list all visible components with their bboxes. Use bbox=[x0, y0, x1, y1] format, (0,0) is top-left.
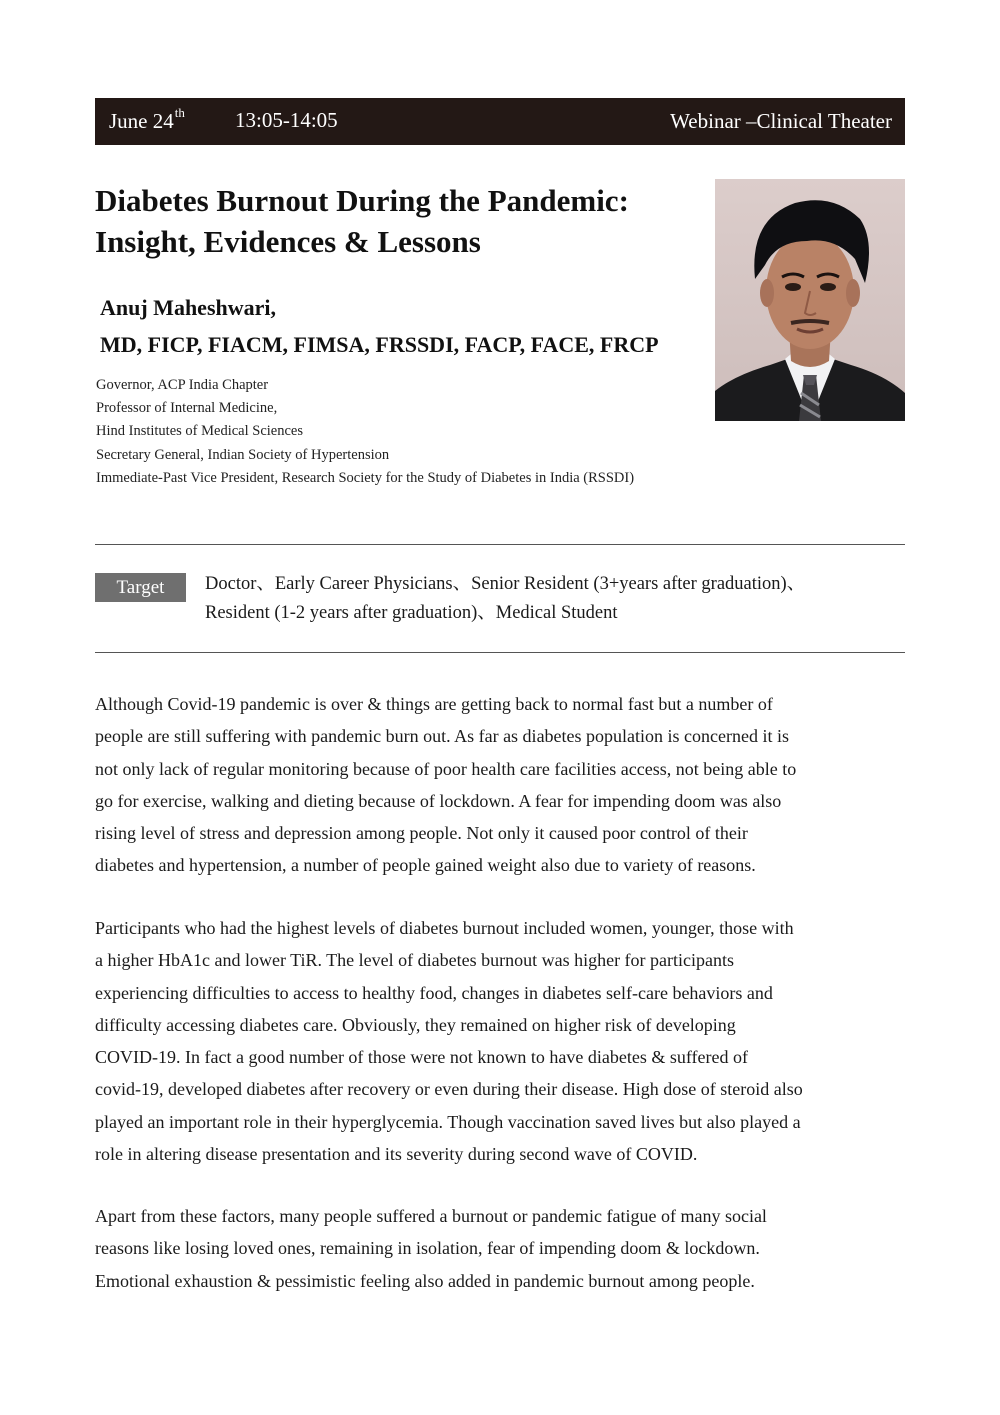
paragraph-line: rising level of stress and depression among people. Not only it caused poor control of their bbox=[95, 823, 748, 844]
speaker-affiliations bbox=[96, 374, 634, 490]
speaker-portrait-icon bbox=[715, 179, 905, 421]
paragraph-line: Apart from these factors, many people suffered a burnout or pandemic fatigue of many social bbox=[95, 1206, 767, 1226]
paragraph-line: a higher HbA1c and lower TiR. The level of diabetes burnout was higher for participants bbox=[95, 950, 735, 971]
speaker-photo bbox=[715, 179, 905, 421]
paragraph-line: played an important role in their hyperglycemia. Though vaccination saved lives but also played a bbox=[95, 1111, 801, 1132]
paragraph-line: covid-19, developed diabetes after recovery or even during their disease. High dose of steroid also bbox=[95, 1079, 803, 1100]
target-audience-line: Resident (1-2 years after graduation)、Medical Student bbox=[205, 603, 618, 623]
paragraph-line: COVID-19. In fact a good number of those were not known to have diabetes & suffered of bbox=[95, 1047, 748, 1068]
section-divider-bottom bbox=[95, 652, 905, 653]
lecture-title-line: Diabetes Burnout During the Pandemic: bbox=[95, 183, 629, 218]
session-date bbox=[109, 105, 185, 134]
paragraph-line: reasons like losing loved ones, remaining in isolation, fear of impending doom & lockdown. bbox=[95, 1238, 760, 1259]
session-venue: Webinar –Clinical Theater bbox=[670, 109, 892, 133]
paragraph-line: difficulty accessing diabetes care. Obviously, they remained on higher risk of developing bbox=[95, 1014, 736, 1035]
affiliation-item: Hind Institutes of Medical Sciences bbox=[96, 423, 303, 440]
paragraph-line: not only lack of regular monitoring because of poor health care facilities access, not being able to bbox=[95, 758, 797, 779]
session-date-suffix: th bbox=[174, 105, 185, 120]
affiliation-item: Secretary General, Indian Society of Hypertension bbox=[96, 446, 390, 463]
paragraph-line: diabetes and hypertension, a number of people gained weight also due to variety of reasons. bbox=[95, 855, 756, 876]
session-time: 13:05-14:05 bbox=[235, 108, 338, 132]
paragraph-line: people are still suffering with pandemic burn out. As far as diabetes population is concerned it is bbox=[95, 726, 789, 747]
lecture-title-line: Insight, Evidences & Lessons bbox=[95, 224, 481, 259]
target-audience-line: Doctor、Early Career Physicians、Senior Resident (3+years after graduation)、 bbox=[205, 574, 806, 594]
affiliation-item: Professor of Internal Medicine, bbox=[96, 400, 278, 417]
lecture-title bbox=[95, 180, 695, 262]
section-divider-top bbox=[95, 544, 905, 545]
paragraph-line: Although Covid-19 pandemic is over & things are getting back to normal fast but a number of bbox=[95, 694, 773, 714]
target-badge: Target bbox=[95, 573, 186, 602]
speaker-credentials: MD, FICP, FIACM, FIMSA, FRSSDI, FACP, FACE, FRCP bbox=[100, 332, 659, 357]
affiliation-item: Governor, ACP India Chapter bbox=[96, 377, 269, 393]
paragraph-line: Emotional exhaustion & pessimistic feeling also added in pandemic burnout among people. bbox=[95, 1270, 755, 1291]
session-header-bar bbox=[95, 98, 905, 145]
abstract-paragraph-3 bbox=[95, 1200, 905, 1297]
paragraph-line: experiencing difficulties to access to healthy food, changes in diabetes self-care behaviors and bbox=[95, 982, 773, 1003]
speaker-name: Anuj Maheshwari, bbox=[100, 295, 277, 320]
abstract-paragraph-2 bbox=[95, 912, 905, 1170]
paragraph-line: Participants who had the highest levels of diabetes burnout included women, younger, those with bbox=[95, 918, 794, 938]
session-date-day: June 24 bbox=[109, 109, 174, 133]
abstract-paragraph-1 bbox=[95, 688, 905, 882]
paragraph-line: role in altering disease presentation and its severity during second wave of COVID. bbox=[95, 1144, 698, 1165]
target-audience bbox=[205, 570, 805, 628]
paragraph-line: go for exercise, walking and dieting because of lockdown. A fear for impending doom was also bbox=[95, 790, 782, 811]
affiliation-item: Immediate-Past Vice President, Research Society for the Study of Diabetes in India (RSSDI) bbox=[96, 469, 635, 486]
